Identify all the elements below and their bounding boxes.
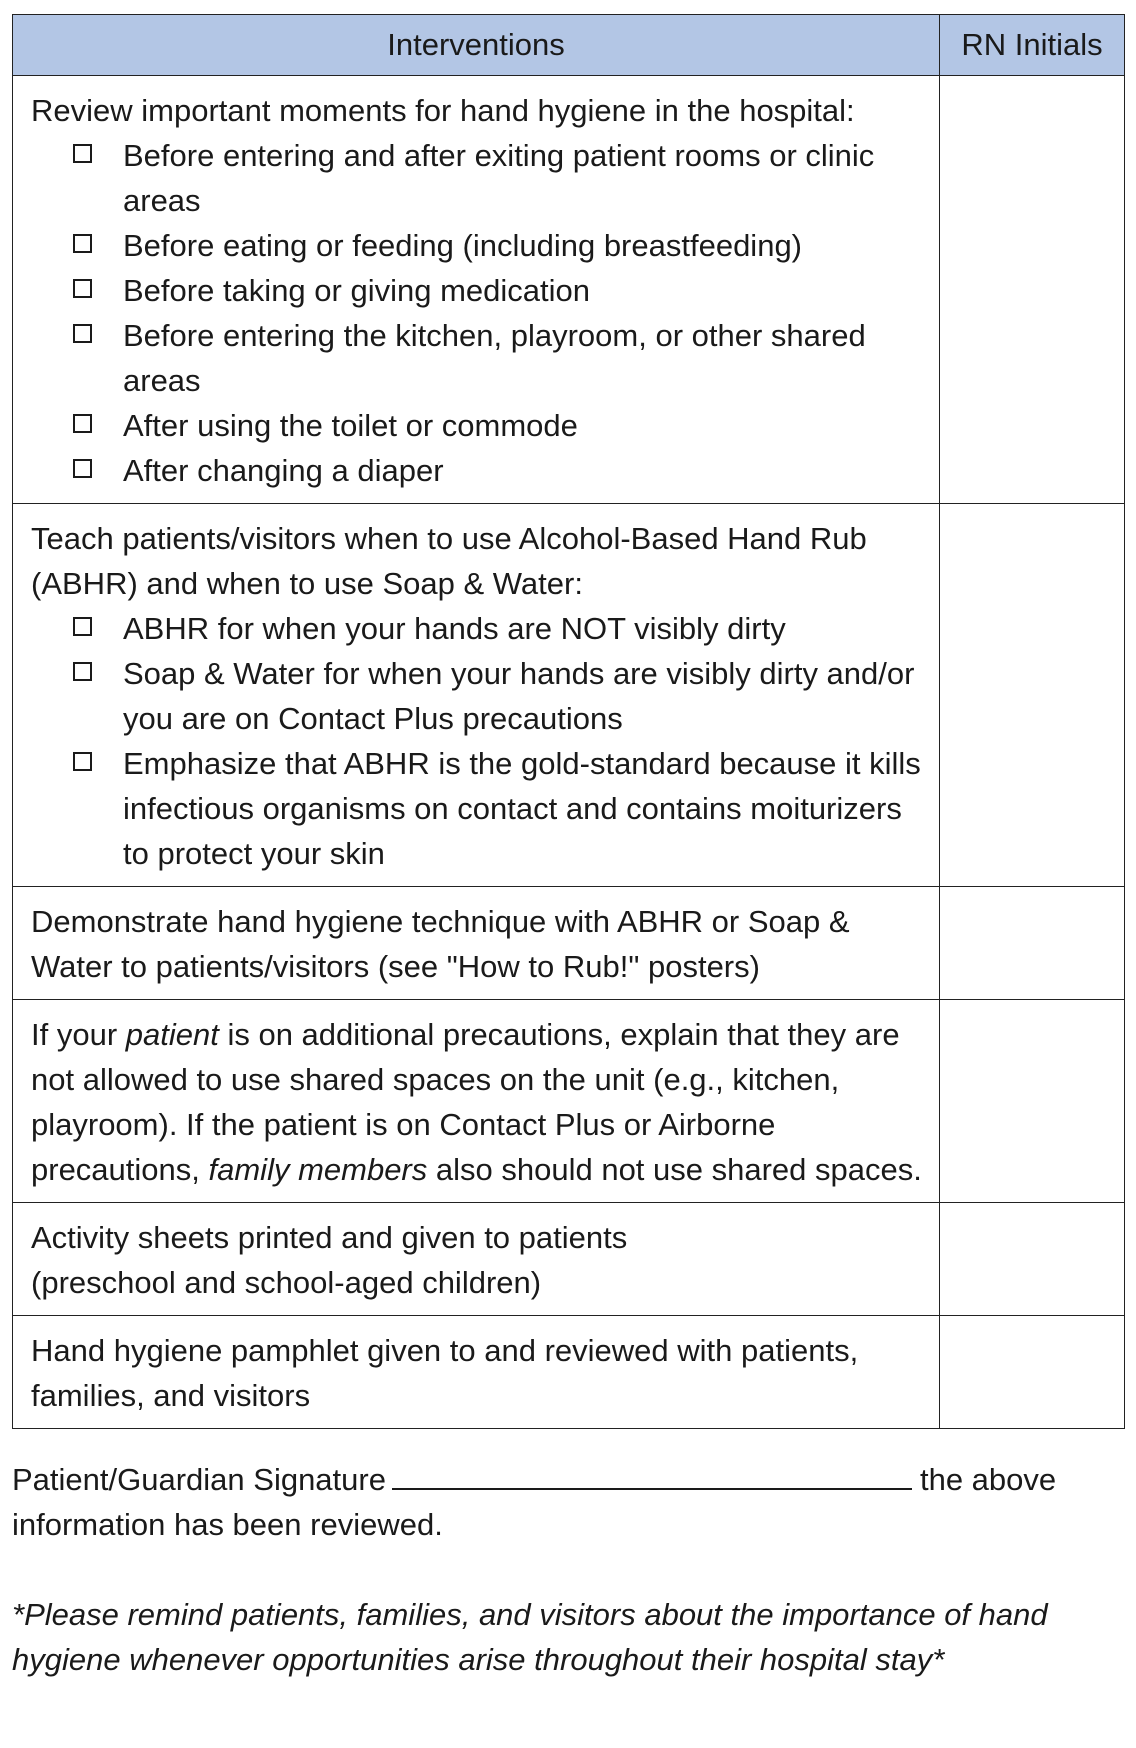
checklist-item-label: Emphasize that ABHR is the gold-standard because it kills infectious organisms on contact and contains moiturizers to protect your skin	[123, 746, 921, 871]
rn-initials-cell[interactable]	[940, 1316, 1125, 1429]
checkbox[interactable]	[73, 324, 92, 343]
signature-suffix: the above information has been reviewed.	[12, 1462, 1057, 1542]
rn-initials-cell[interactable]	[940, 76, 1125, 504]
text-part: is on additional precautions, explain that they are not allowed to use shared spaces on the unit (e.g., kitchen, playroom). If the patient is on Contact Plus or Airborne precautions,	[31, 1017, 900, 1187]
intervention-cell	[13, 76, 940, 504]
intervention-line: (preschool and school-aged children)	[31, 1265, 542, 1300]
checkbox[interactable]	[73, 234, 92, 253]
checkbox[interactable]	[73, 617, 92, 636]
rn-initials-cell[interactable]	[940, 1000, 1125, 1203]
intervention-text	[31, 1012, 929, 1192]
checklist-item	[73, 741, 929, 876]
intervention-cell	[13, 887, 940, 1000]
table-row	[13, 1203, 1125, 1316]
checklist-item-label: Before eating or feeding (including breastfeeding)	[123, 228, 803, 263]
intervention-cell	[13, 1000, 940, 1203]
text-part: If your	[31, 1017, 126, 1052]
reminder-note: *Please remind patients, families, and visitors about the importance of hand hygiene whenever opportunities arise throughout their hospital stay*	[12, 1597, 1048, 1677]
checklist-item	[73, 268, 929, 313]
table-row	[13, 1316, 1125, 1429]
rn-initials-cell[interactable]	[940, 504, 1125, 887]
checklist-item-label: Before taking or giving medication	[123, 273, 590, 308]
checklist-item	[73, 448, 929, 493]
header-interventions: Interventions	[13, 15, 940, 76]
checklist-item-label: Before entering the kitchen, playroom, or other shared areas	[123, 318, 866, 398]
rn-initials-cell[interactable]	[940, 887, 1125, 1000]
checkbox[interactable]	[73, 459, 92, 478]
table-row	[13, 504, 1125, 887]
checklist-item	[73, 403, 929, 448]
intervention-intro: Teach patients/visitors when to use Alcohol-Based Hand Rub (ABHR) and when to use Soap & Water:	[31, 521, 867, 601]
checklist-item-label: After using the toilet or commode	[123, 408, 578, 443]
checklist	[31, 133, 929, 493]
checklist-item	[73, 223, 929, 268]
intervention-cell	[13, 1316, 940, 1429]
interventions-table	[12, 14, 1125, 1429]
signature-label: Patient/Guardian Signature	[12, 1462, 386, 1497]
checklist-item-label: Before entering and after exiting patient rooms or clinic areas	[123, 138, 875, 218]
checklist-item	[73, 313, 929, 403]
checklist-page	[12, 14, 1124, 1682]
checklist-item	[73, 133, 929, 223]
intervention-line: Activity sheets printed and given to patients	[31, 1220, 628, 1255]
emphasis-patient: patient	[125, 1017, 219, 1052]
text-part: also should not use shared spaces.	[427, 1152, 922, 1187]
checkbox[interactable]	[73, 662, 92, 681]
intervention-intro: Review important moments for hand hygiene in the hospital:	[31, 93, 855, 128]
emphasis-family-members: family members	[208, 1152, 428, 1187]
table-row	[13, 1000, 1125, 1203]
rn-initials-cell[interactable]	[940, 1203, 1125, 1316]
signature-line[interactable]	[392, 1458, 912, 1490]
header-rn-initials: RN Initials	[940, 15, 1125, 76]
checklist-item-label: After changing a diaper	[123, 453, 444, 488]
signature-section	[12, 1457, 1124, 1547]
checkbox[interactable]	[73, 279, 92, 298]
intervention-text: Hand hygiene pamphlet given to and reviewed with patients, families, and visitors	[31, 1333, 859, 1413]
table-row	[13, 887, 1125, 1000]
checklist-item-label: Soap & Water for when your hands are visibly dirty and/or you are on Contact Plus precautions	[123, 656, 915, 736]
intervention-cell	[13, 504, 940, 887]
checkbox[interactable]	[73, 414, 92, 433]
checkbox[interactable]	[73, 752, 92, 771]
checklist-item	[73, 606, 929, 651]
checklist	[31, 606, 929, 876]
checklist-item-label: ABHR for when your hands are NOT visibly dirty	[123, 611, 786, 646]
checklist-item	[73, 651, 929, 741]
intervention-cell	[13, 1203, 940, 1316]
checkbox[interactable]	[73, 144, 92, 163]
table-row	[13, 76, 1125, 504]
table-header-row	[13, 15, 1125, 76]
intervention-text: Demonstrate hand hygiene technique with ABHR or Soap & Water to patients/visitors (see "How to Rub!" posters)	[31, 904, 850, 984]
